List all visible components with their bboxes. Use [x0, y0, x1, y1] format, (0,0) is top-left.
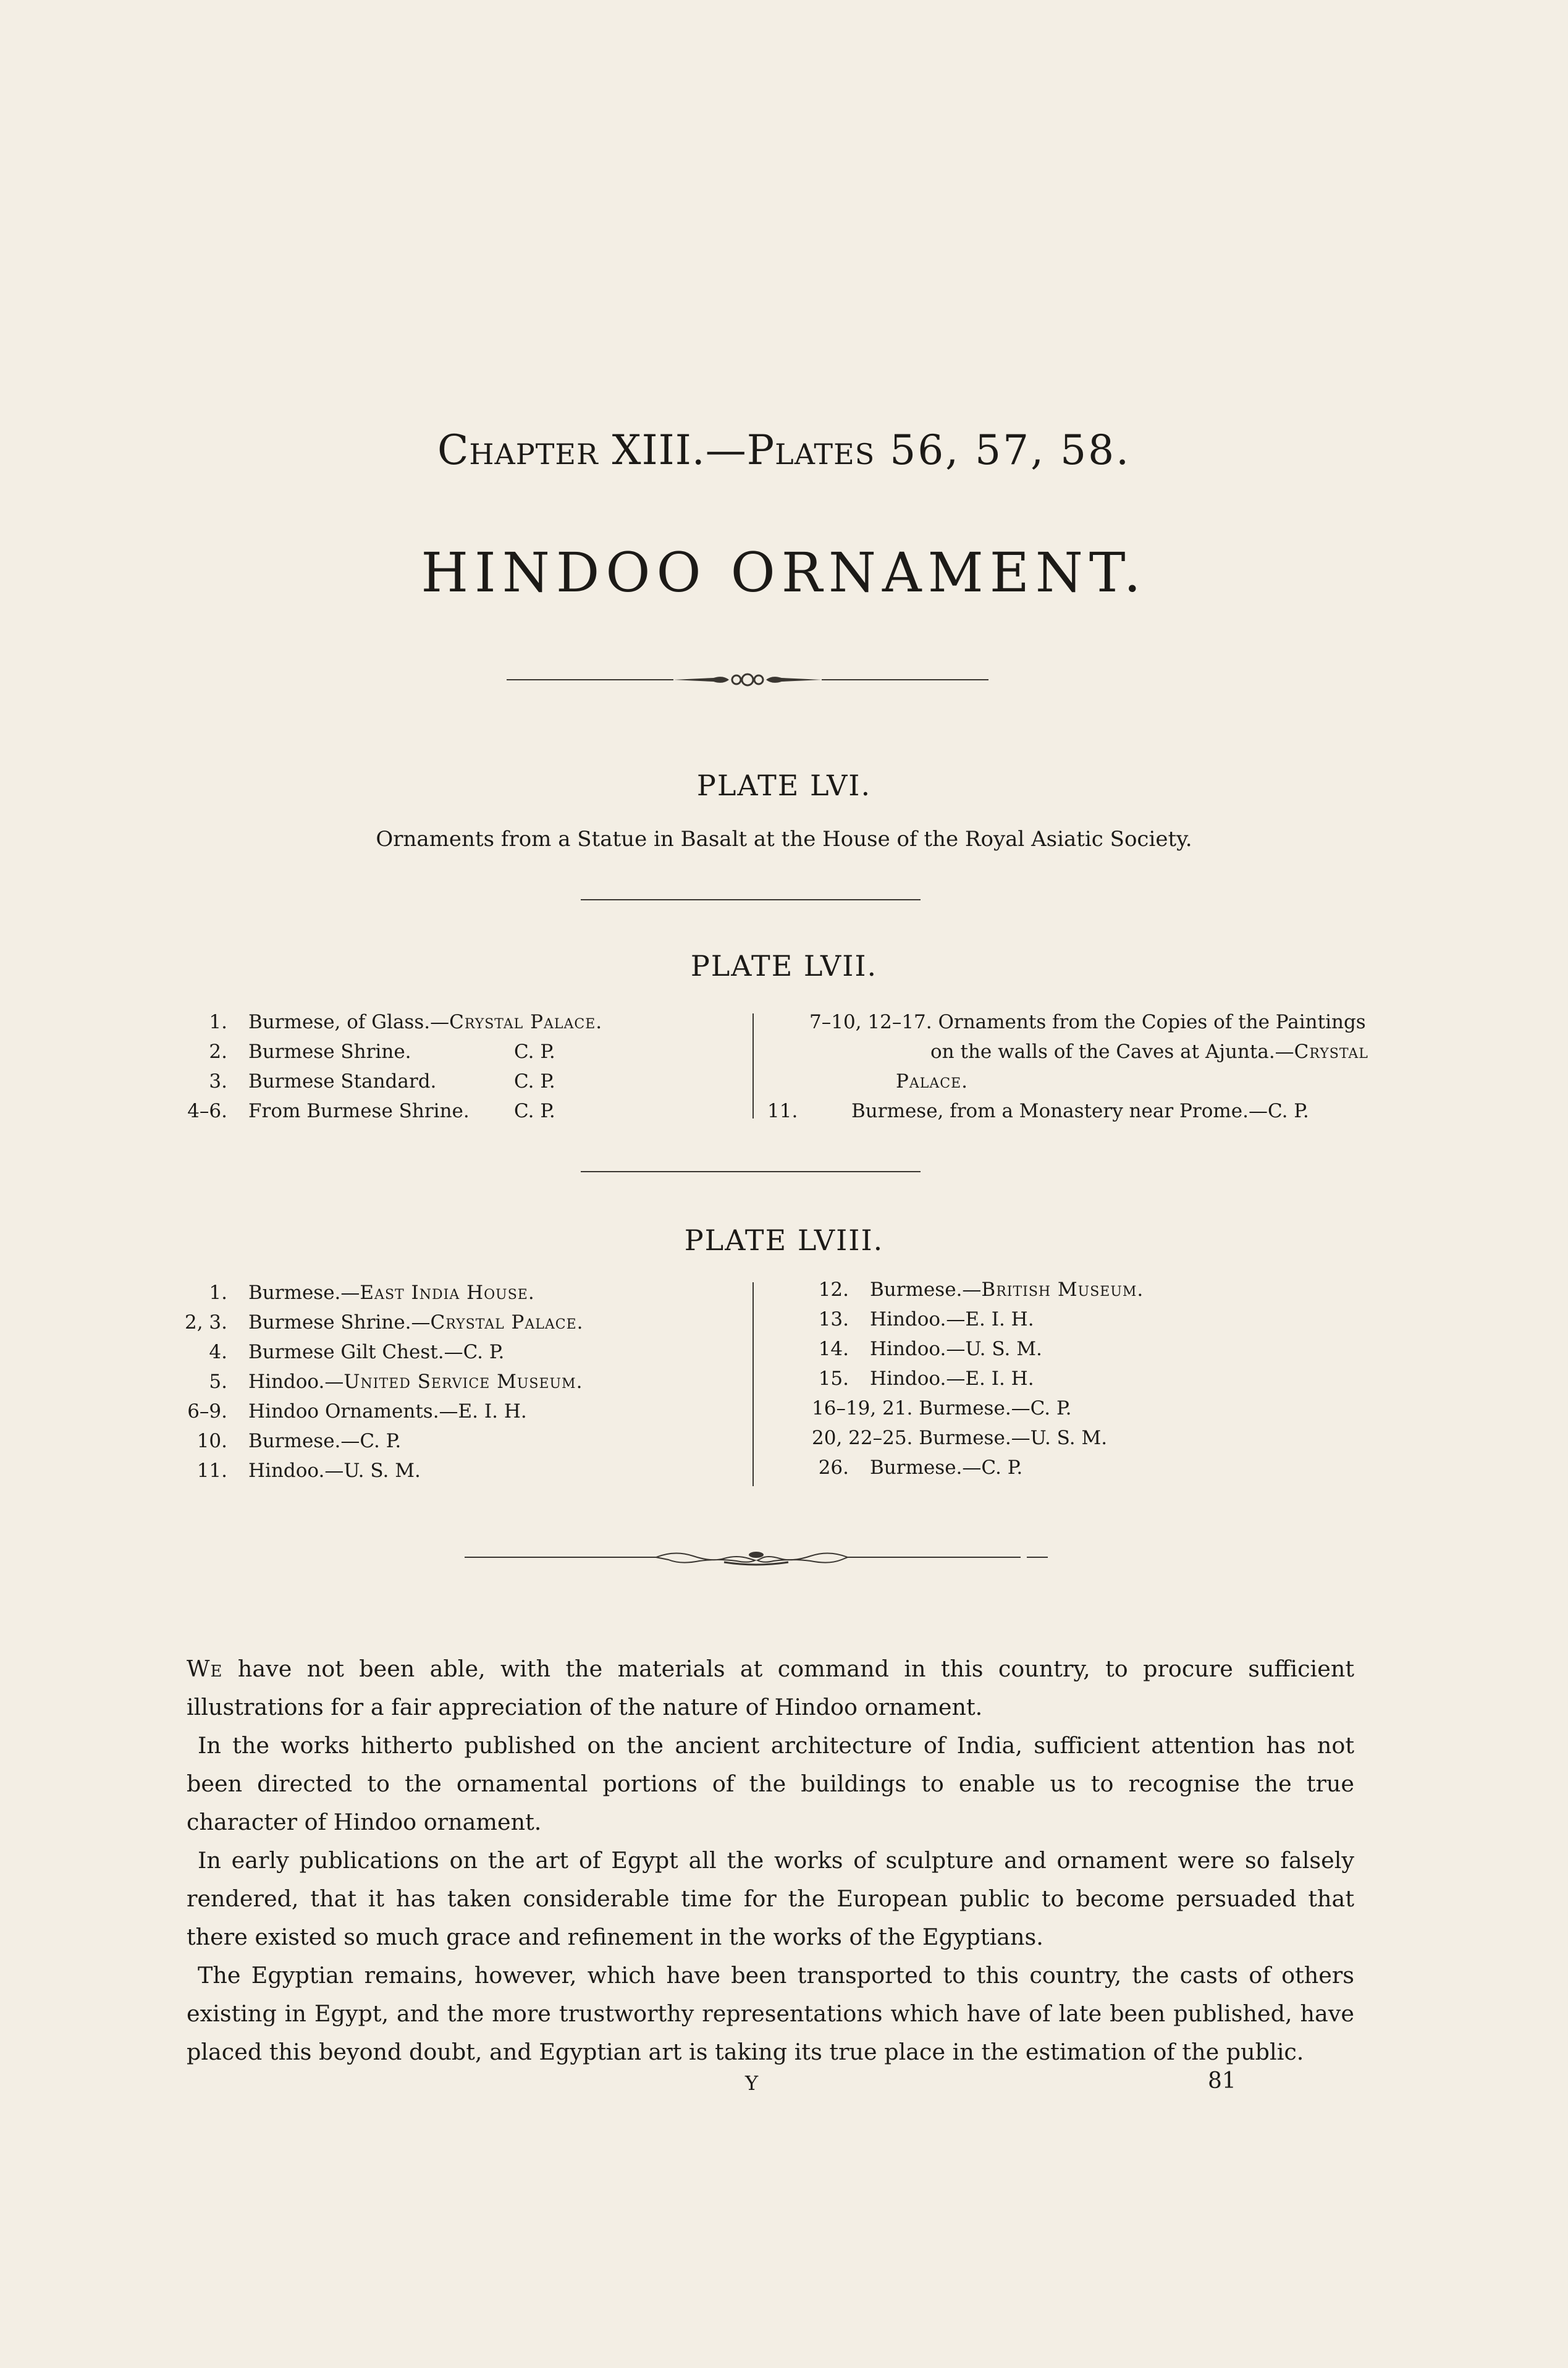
list-item: [209, 1037, 644, 1067]
list-item: [818, 1334, 1339, 1364]
list-item: [812, 1423, 1339, 1453]
divider-rule: [581, 899, 921, 900]
list-item: [818, 1305, 1339, 1334]
item-text: Hindoo.—U. S. M.: [248, 1460, 421, 1482]
item-text: Burmese, from a Monastery near Prome.—C. P.: [851, 1100, 1309, 1122]
list-item: [184, 1308, 644, 1337]
item-number: 1.: [209, 1282, 227, 1304]
chapter-heading: [0, 426, 1568, 474]
item-number: 15.: [818, 1368, 849, 1390]
plate-57-right-list: [767, 1007, 1368, 1126]
item-source: East India House.: [360, 1282, 535, 1304]
ornamental-divider-bottom: [465, 1545, 1048, 1570]
item-text: 16–19, 21. Burmese.—C. P.: [812, 1397, 1072, 1419]
list-item-continuation: [809, 1067, 1365, 1096]
paragraph-text: have not been able, with the materials at command in this country, to procure sufficient illustrations for a fair appreciation of the nature of Hindoo ornament.: [187, 1655, 1354, 1720]
item-source: British Museum.: [981, 1279, 1144, 1301]
item-text: Burmese Shrine.: [248, 1041, 411, 1063]
item-number: 4.: [209, 1341, 227, 1363]
divider-rule: [581, 1171, 921, 1172]
item-source: C. P.: [514, 1100, 555, 1122]
item-text: on the walls of the Caves at Ajunta.—: [930, 1041, 1294, 1063]
plate-56-heading: PLATE LVI.: [696, 769, 872, 802]
paragraph-3: In early publications on the art of Egypt all the works of sculpture and ornament were so falsely rendered, that it has taken considerable time for the European public to become persuaded that there existed so much grace and refinement in the works of the Egyptians.: [187, 1847, 1354, 1950]
item-text: Hindoo.—U. S. M.: [870, 1338, 1042, 1360]
column-divider: [752, 1282, 754, 1486]
item-source: Palace.: [896, 1070, 968, 1093]
plate-58-left-list: [184, 1278, 644, 1486]
list-item: [196, 1426, 644, 1456]
item-text: 7–10, 12–17. Ornaments from the Copies of the Paintings: [809, 1011, 1366, 1033]
list-item: [818, 1275, 1339, 1305]
item-number: 11.: [196, 1460, 227, 1482]
plate-56-caption: Ornaments from a Statue in Basalt at the House of the Royal Asiatic Society.: [376, 827, 1192, 852]
list-item: [209, 1007, 644, 1037]
column-divider: [752, 1013, 754, 1118]
item-text: Burmese Standard.: [248, 1070, 437, 1093]
item-number: 4–6.: [187, 1100, 227, 1122]
chapter-plate-numbers: 56, 57, 58.: [890, 426, 1131, 474]
plate-57-heading: PLATE LVII.: [690, 949, 878, 983]
item-number: 2, 3.: [184, 1311, 227, 1334]
item-source: Crystal: [1294, 1041, 1368, 1063]
item-source: C. P.: [514, 1041, 555, 1063]
page-number: 81: [1208, 2068, 1236, 2094]
item-text: Burmese.—C. P.: [870, 1457, 1023, 1479]
list-item: [209, 1278, 644, 1308]
item-text: Burmese.—: [248, 1282, 360, 1304]
list-item: [818, 1364, 1339, 1393]
paragraph-4: The Egyptian remains, however, which have been transported to this country, the casts of others existing in Egypt, and the more trustworthy representations which have of late been published, have placed this beyond doubt, and Egyptian art is taking its true place in the estimation of the public.: [187, 1962, 1354, 2065]
item-text: Hindoo.—E. I. H.: [870, 1308, 1034, 1330]
item-number: 2.: [209, 1041, 227, 1063]
item-number: 11.: [767, 1100, 798, 1122]
item-text: Hindoo Ornaments.—E. I. H.: [248, 1400, 527, 1423]
item-source: Crystal Palace.: [449, 1011, 603, 1033]
list-item: [209, 1337, 644, 1367]
item-number: 3.: [209, 1070, 227, 1093]
item-text: Hindoo.—E. I. H.: [870, 1368, 1034, 1390]
body-text: [187, 1650, 1354, 2071]
item-number: 5.: [209, 1371, 227, 1393]
page-title: HINDOO ORNAMENT.: [421, 541, 1147, 604]
list-item: [812, 1393, 1339, 1423]
plate-58-right-list: [812, 1275, 1339, 1482]
item-source: Crystal Palace.: [430, 1311, 584, 1334]
paragraph-2: In the works hitherto published on the ancient architecture of India, sufficient attention has not been directed to the ornamental portions of the buildings to enable us to recognise the true character of Hindoo ornament.: [187, 1732, 1354, 1835]
item-number: 1.: [209, 1011, 227, 1033]
item-text: Hindoo.—: [248, 1371, 344, 1393]
paragraph-1: [187, 1650, 1354, 1727]
signature-mark: Y: [745, 2071, 759, 2095]
plate-58-heading: PLATE LVIII.: [684, 1224, 884, 1257]
chapter-prefix: Chapter XIII.—Plates: [437, 426, 875, 474]
list-item-continuation: [809, 1037, 1368, 1067]
item-text: Burmese.—: [870, 1279, 982, 1301]
item-number: 6–9.: [187, 1400, 227, 1423]
list-item: [767, 1096, 1365, 1126]
list-item: [209, 1067, 644, 1096]
list-item: [196, 1456, 644, 1486]
list-item: [818, 1453, 1339, 1482]
item-number: 14.: [818, 1338, 849, 1360]
item-number: 12.: [818, 1279, 849, 1301]
item-text: Burmese.—C. P.: [248, 1430, 402, 1452]
ornamental-divider-top: [507, 667, 988, 692]
plate-57-left-list: [187, 1007, 644, 1126]
list-item: [187, 1096, 644, 1126]
list-item: [209, 1367, 644, 1397]
item-number: 13.: [818, 1308, 849, 1330]
item-text: Burmese, of Glass.—: [248, 1011, 450, 1033]
item-number: 10.: [196, 1430, 227, 1452]
list-item: [187, 1397, 644, 1426]
paragraph-lead: We: [187, 1655, 223, 1682]
item-text: 20, 22–25. Burmese.—U. S. M.: [812, 1427, 1108, 1449]
item-source: C. P.: [514, 1070, 555, 1093]
item-text: Burmese Shrine.—: [248, 1311, 431, 1334]
item-number: 26.: [818, 1457, 849, 1479]
item-text: From Burmese Shrine.: [248, 1100, 470, 1122]
item-source: United Service Museum.: [344, 1371, 583, 1393]
item-text: Burmese Gilt Chest.—C. P.: [248, 1341, 505, 1363]
list-item: [809, 1007, 1365, 1037]
